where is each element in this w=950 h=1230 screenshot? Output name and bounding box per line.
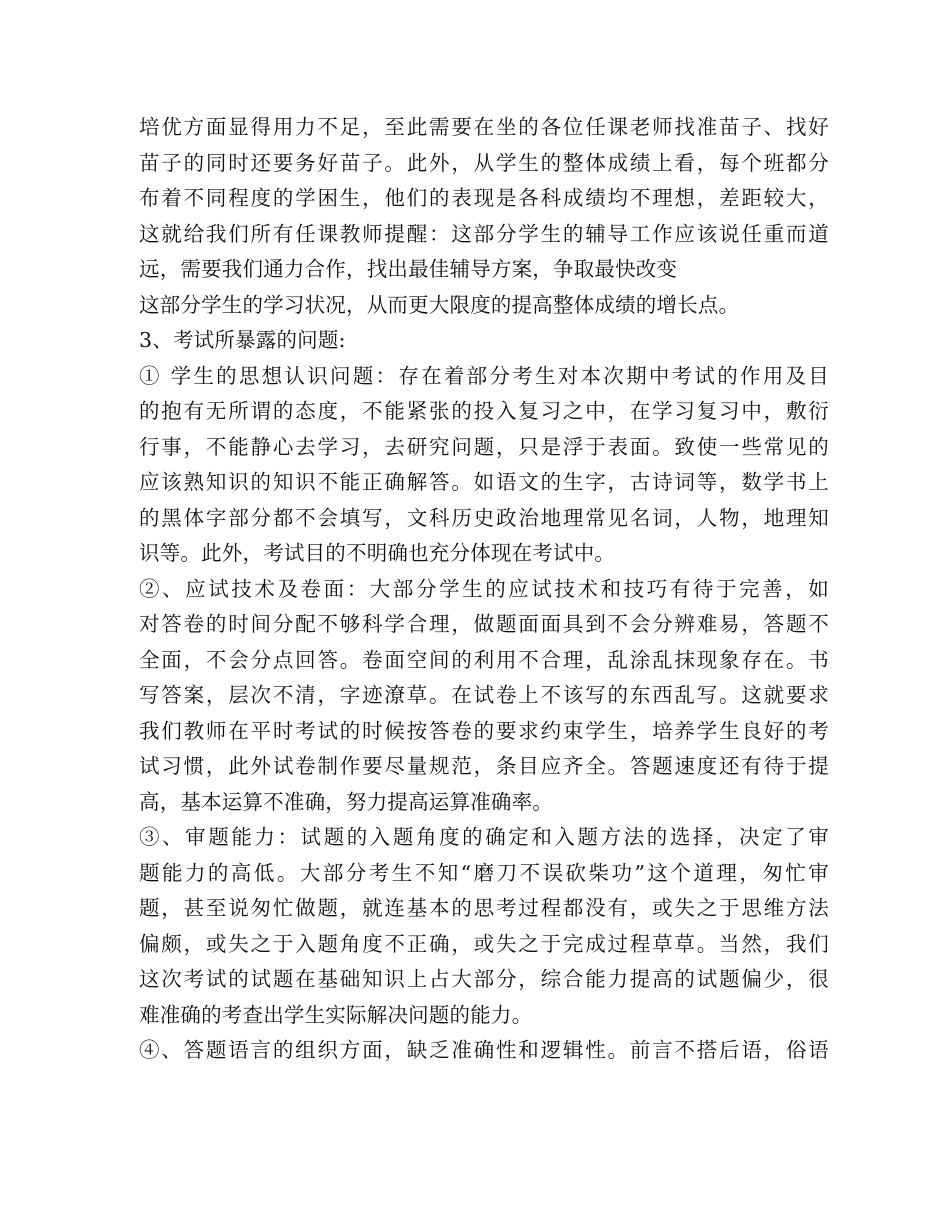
text-line: 试习惯，此外试卷制作要尽量规范，条目应齐全。答题速度还有待于提 bbox=[139, 754, 829, 778]
text-line: 的抱有无所谓的态度，不能紧张的投入复习之中，在学习复习中，敷衍 bbox=[139, 399, 829, 423]
text-line: 这部分学生的学习状况，从而更大限度的提高整体成绩的增长点。 bbox=[139, 292, 740, 317]
text-line: 高，基本运算不准确，努力提高运算准确率。 bbox=[139, 789, 553, 814]
text-line: 苗子的同时还要务好苗子。此外，从学生的整体成绩上看，每个班都分 bbox=[139, 150, 829, 175]
text-line: 题，甚至说匆忙做题，就连基本的思考过程都没有，或失之于思维方法 bbox=[139, 896, 829, 920]
text-line: 行事，不能静心去学习，去研究问题，只是浮于表面。致使一些常见的 bbox=[139, 434, 829, 459]
text-line: 这就给我们所有任课教师提醒：这部分学生的辅导工作应该说任重而道 bbox=[139, 221, 829, 246]
text-line: 全面，不会分点回答。卷面空间的利用不合理，乱涂乱抹现象存在。书 bbox=[139, 647, 829, 672]
text-line: ②、应试技术及卷面：大部分学生的应试技术和技巧有待于完善，如 bbox=[139, 576, 829, 601]
text-line: 偏颇，或失之于入题角度不正确，或失之于完成过程草草。当然，我们 bbox=[139, 931, 829, 956]
text-line: ① 学生的思想认识问题：存在着部分考生对本次期中考试的作用及目 bbox=[139, 363, 829, 388]
text-line: 培优方面显得用力不足，至此需要在坐的各位任课老师找准苗子、找好 bbox=[139, 115, 829, 139]
text-line: 识等。此外，考试目的不明确也充分体现在考试中。 bbox=[139, 541, 616, 565]
text-line: 的黑体字部分都不会填写，文科历史政治地理常见名词，人物，地理知 bbox=[139, 505, 829, 530]
text-line: 布着不同程度的学困生，他们的表现是各科成绩均不理想，差距较大， bbox=[139, 186, 829, 210]
text-line: ③、审题能力：试题的入题角度的确定和入题方法的选择，决定了审 bbox=[139, 825, 829, 849]
text-line: 这次考试的试题在基础知识上占大部分，综合能力提高的试题偏少，很 bbox=[139, 967, 829, 991]
text-line: 我们教师在平时考试的时候按答卷的要求约束学生，培养学生良好的考 bbox=[139, 718, 829, 743]
text-line: 难准确的考查出学生实际解决问题的能力。 bbox=[139, 1002, 533, 1027]
text-line: 对答卷的时间分配不够科学合理，做题面面具到不会分辨难易，答题不 bbox=[139, 612, 829, 636]
section-heading: 3、考试所暴露的问题: bbox=[139, 328, 346, 352]
text-line: 远，需要我们通力合作，找出最佳辅导方案，争取最快改变 bbox=[139, 257, 678, 281]
text-line: 应该熟知识的知识不能正确解答。如语文的生字，古诗词等，数学书上 bbox=[139, 470, 829, 494]
body-text bbox=[139, 110, 829, 1069]
text-line: 题能力的高低。大部分考生不知“磨刀不误砍柴功”这个道理，匆忙审 bbox=[139, 860, 829, 885]
text-line: ④、答题语言的组织方面，缺乏准确性和逻辑性。前言不搭后语，俗语 bbox=[139, 1038, 829, 1062]
text-line: 写答案，层次不清，字迹潦草。在试卷上不该写的东西乱写。这就要求 bbox=[139, 683, 829, 707]
